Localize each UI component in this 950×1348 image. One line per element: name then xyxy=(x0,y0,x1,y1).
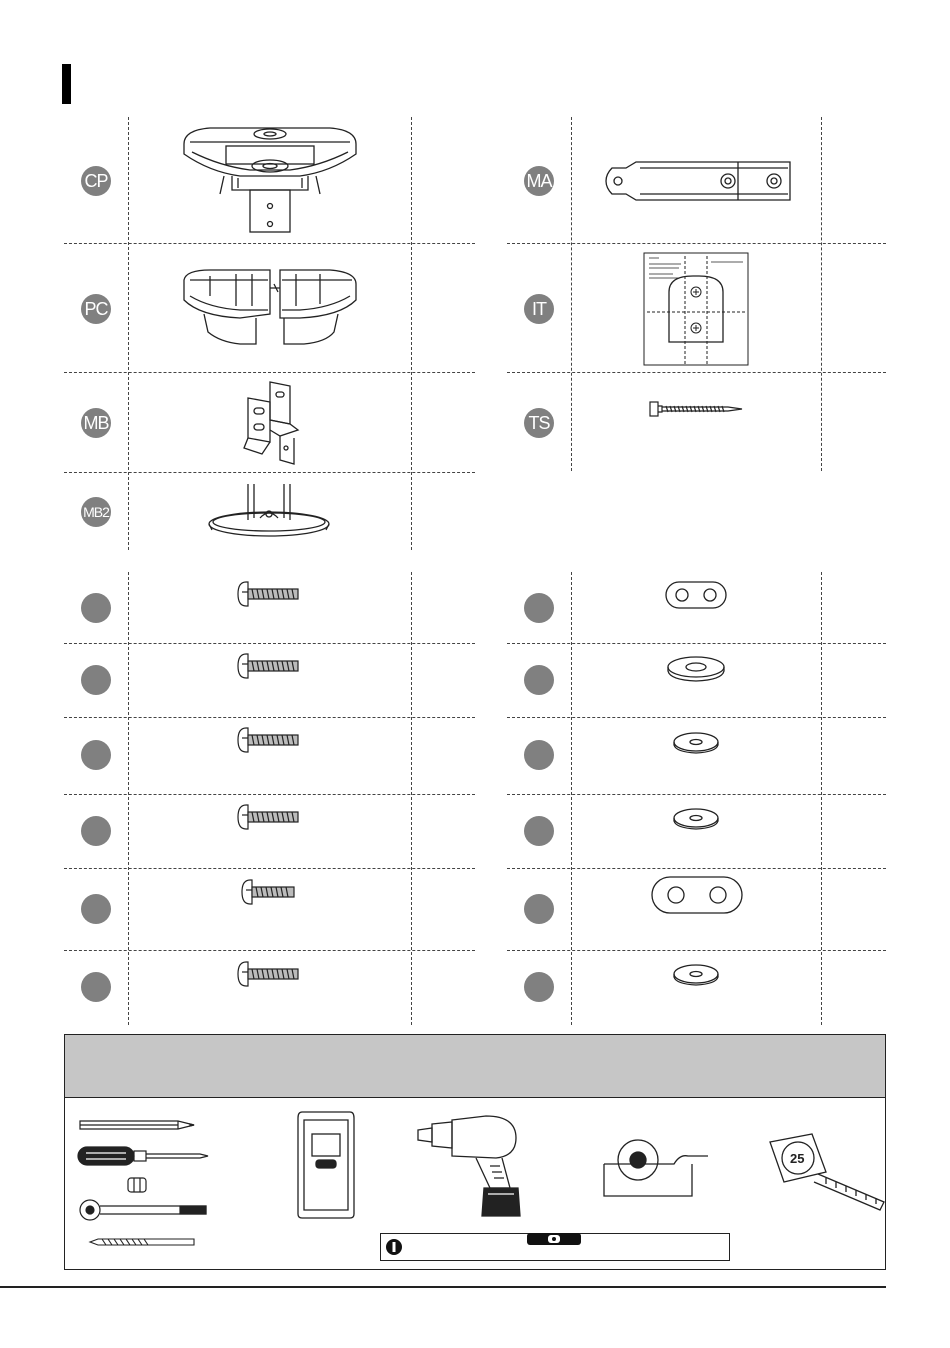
bolt-icon xyxy=(236,960,300,988)
hardware-badge xyxy=(524,593,554,623)
spirit-level-icon xyxy=(526,1232,582,1246)
hardware-badge xyxy=(524,894,554,924)
mounting-arm-icon xyxy=(606,158,792,204)
screwdriver-icon xyxy=(76,1144,210,1168)
cap-plate-icon xyxy=(180,124,360,236)
tape-measure-icon xyxy=(762,1132,886,1214)
socket-icon xyxy=(126,1176,148,1194)
mounting-base-icon xyxy=(204,478,334,542)
mounting-bracket-icon xyxy=(240,378,302,466)
hardware-badge xyxy=(81,816,111,846)
bolt-icon xyxy=(240,878,300,906)
tapping-screw-icon xyxy=(648,400,744,418)
hardware-badge xyxy=(81,665,111,695)
spacer-plate-large-icon xyxy=(650,875,744,915)
spacer-plate-small-icon xyxy=(664,580,728,610)
stud-finder-icon xyxy=(296,1110,356,1220)
hardware-badge xyxy=(81,894,111,924)
badge-mb: MB xyxy=(81,408,111,438)
badge-ts: TS xyxy=(524,408,554,438)
hardware-badge xyxy=(524,972,554,1002)
washer-medium-icon xyxy=(672,806,720,832)
info-icon xyxy=(385,1238,403,1256)
badge-ma: MA xyxy=(524,166,554,196)
installation-template-icon xyxy=(643,252,749,366)
tape-measure-label: 25 xyxy=(790,1151,805,1166)
badge-cp: CP xyxy=(81,166,111,196)
bolt-icon xyxy=(236,726,300,754)
hardware-badge xyxy=(81,593,111,623)
badge-it: IT xyxy=(524,294,554,324)
drill-bit-icon xyxy=(88,1236,198,1248)
badge-pc: PC xyxy=(81,294,111,324)
hardware-badge xyxy=(524,740,554,770)
washer-medium-icon xyxy=(672,962,720,988)
bolt-icon xyxy=(236,652,300,680)
power-drill-icon xyxy=(416,1112,524,1224)
bolt-icon xyxy=(236,580,300,608)
footer-rule xyxy=(0,1286,886,1288)
tape-dispenser-icon xyxy=(600,1136,710,1200)
plastic-cover-icon xyxy=(180,266,360,352)
hardware-badge xyxy=(524,665,554,695)
badge-mb2: MB2 xyxy=(81,497,111,527)
hardware-badge xyxy=(81,740,111,770)
tools-header xyxy=(65,1035,885,1098)
bolt-icon xyxy=(236,803,300,831)
pencil-icon xyxy=(78,1118,198,1132)
washer-medium-icon xyxy=(672,730,720,756)
washer-large-icon xyxy=(666,654,726,684)
section-marker xyxy=(62,64,71,104)
socket-wrench-icon xyxy=(76,1198,210,1222)
hardware-badge xyxy=(81,972,111,1002)
hardware-badge xyxy=(524,816,554,846)
